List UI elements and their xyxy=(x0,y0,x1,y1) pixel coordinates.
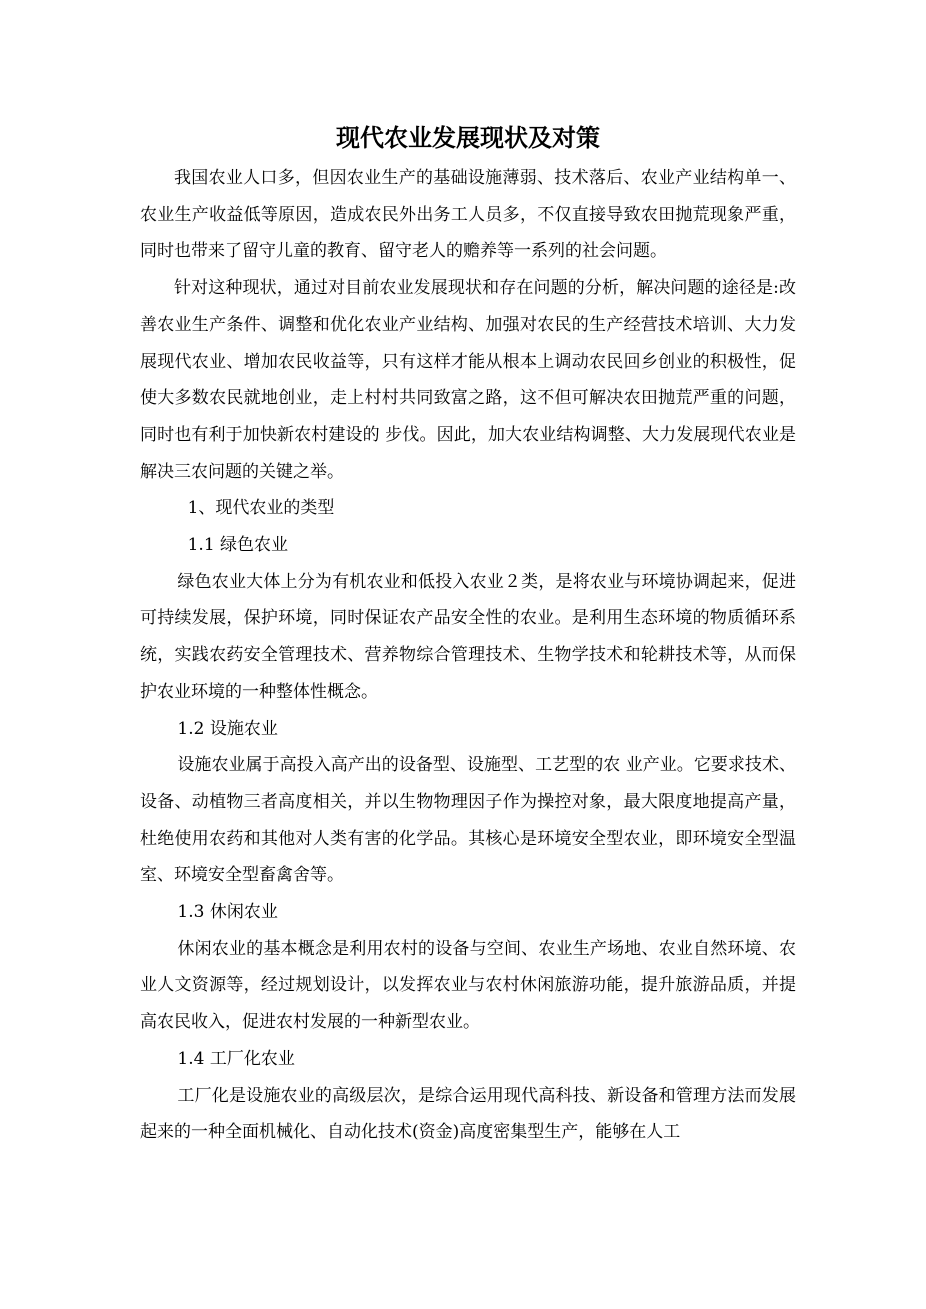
subsection-body-1-4: 工厂化是设施农业的高级层次，是综合运用现代高科技、新设备和管理方法而发展起来的一种全面机械化、自动化技术(资金)高度密集型生产，能够在人工 xyxy=(140,1085,796,1143)
section-heading-1: 1、现代农业的类型 xyxy=(187,498,335,519)
subsection-body-1-2: 设施农业属于高投入高产出的设备型、设施型、工艺型的农 业产业。它要求技术、设备、动植物三者高度相关，并以生物物理因子作为操控对象，最大限度地提高产量，杜绝使用农药和其他对人类有害的化学品。其核心是环境安全型农业，即环境安全型温室、环境安全型畜禽舍等。 xyxy=(140,755,796,886)
intro-paragraph-1: 我国农业人口多，但因农业生产的基础设施薄弱、技术落后、农业产业结构单一、农业生产收益低等原因，造成农民外出务工人员多，不仅直接导致农田抛荒现象严重，同时也带来了留守儿童的教育、留守老人的赡养等一系列的社会问题。 xyxy=(140,168,796,262)
subsection-body-1-1: 绿色农业大体上分为有机农业和低投入农业２类，是将农业与环境协调起来，促进可持续发展，保护环境，同时保证农产品安全性的农业。是利用生态环境的物质循环系统，实践农药安全管理技术、营养物综合管理技术、生物学技术和轮耕技术等，从而保护农业环境的一种整体性概念。 xyxy=(140,571,796,702)
document-title: 现代农业发展现状及对策 xyxy=(336,124,600,152)
intro-paragraph-2: 针对这种现状，通过对目前农业发展现状和存在问题的分析，解决问题的途径是:改善农业生产条件、调整和优化农业产业结构、加强对农民的生产经营技术培训、大力发展现代农业、增加农民收益等，只有这样才能从根本上调动农民回乡创业的积极性，促使大多数农民就地创业，走上村村共同致富之路，这不但可解决农田抛荒严重的问题，同时也有利于加快新农村建设的 步伐。因此，加大农业结构调整、大力发展现代农业是解决三农问题的关键之举。 xyxy=(140,278,796,482)
document-body xyxy=(140,118,796,1151)
subsection-heading-1-4: 1.4 工厂化农业 xyxy=(177,1048,295,1069)
subsection-body-1-3: 休闲农业的基本概念是利用农村的设备与空间、农业生产场地、农业自然环境、农业人文资源等，经过规划设计，以发挥农业与农村休闲旅游功能，提升旅游品质，并提高农民收入，促进农村发展的一种新型农业。 xyxy=(140,938,796,1033)
subsection-heading-1-3: 1.3 休闲农业 xyxy=(177,902,278,923)
subsection-heading-1-2: 1.2 设施农业 xyxy=(177,718,278,739)
subsection-heading-1-1: 1.1 绿色农业 xyxy=(187,535,289,556)
